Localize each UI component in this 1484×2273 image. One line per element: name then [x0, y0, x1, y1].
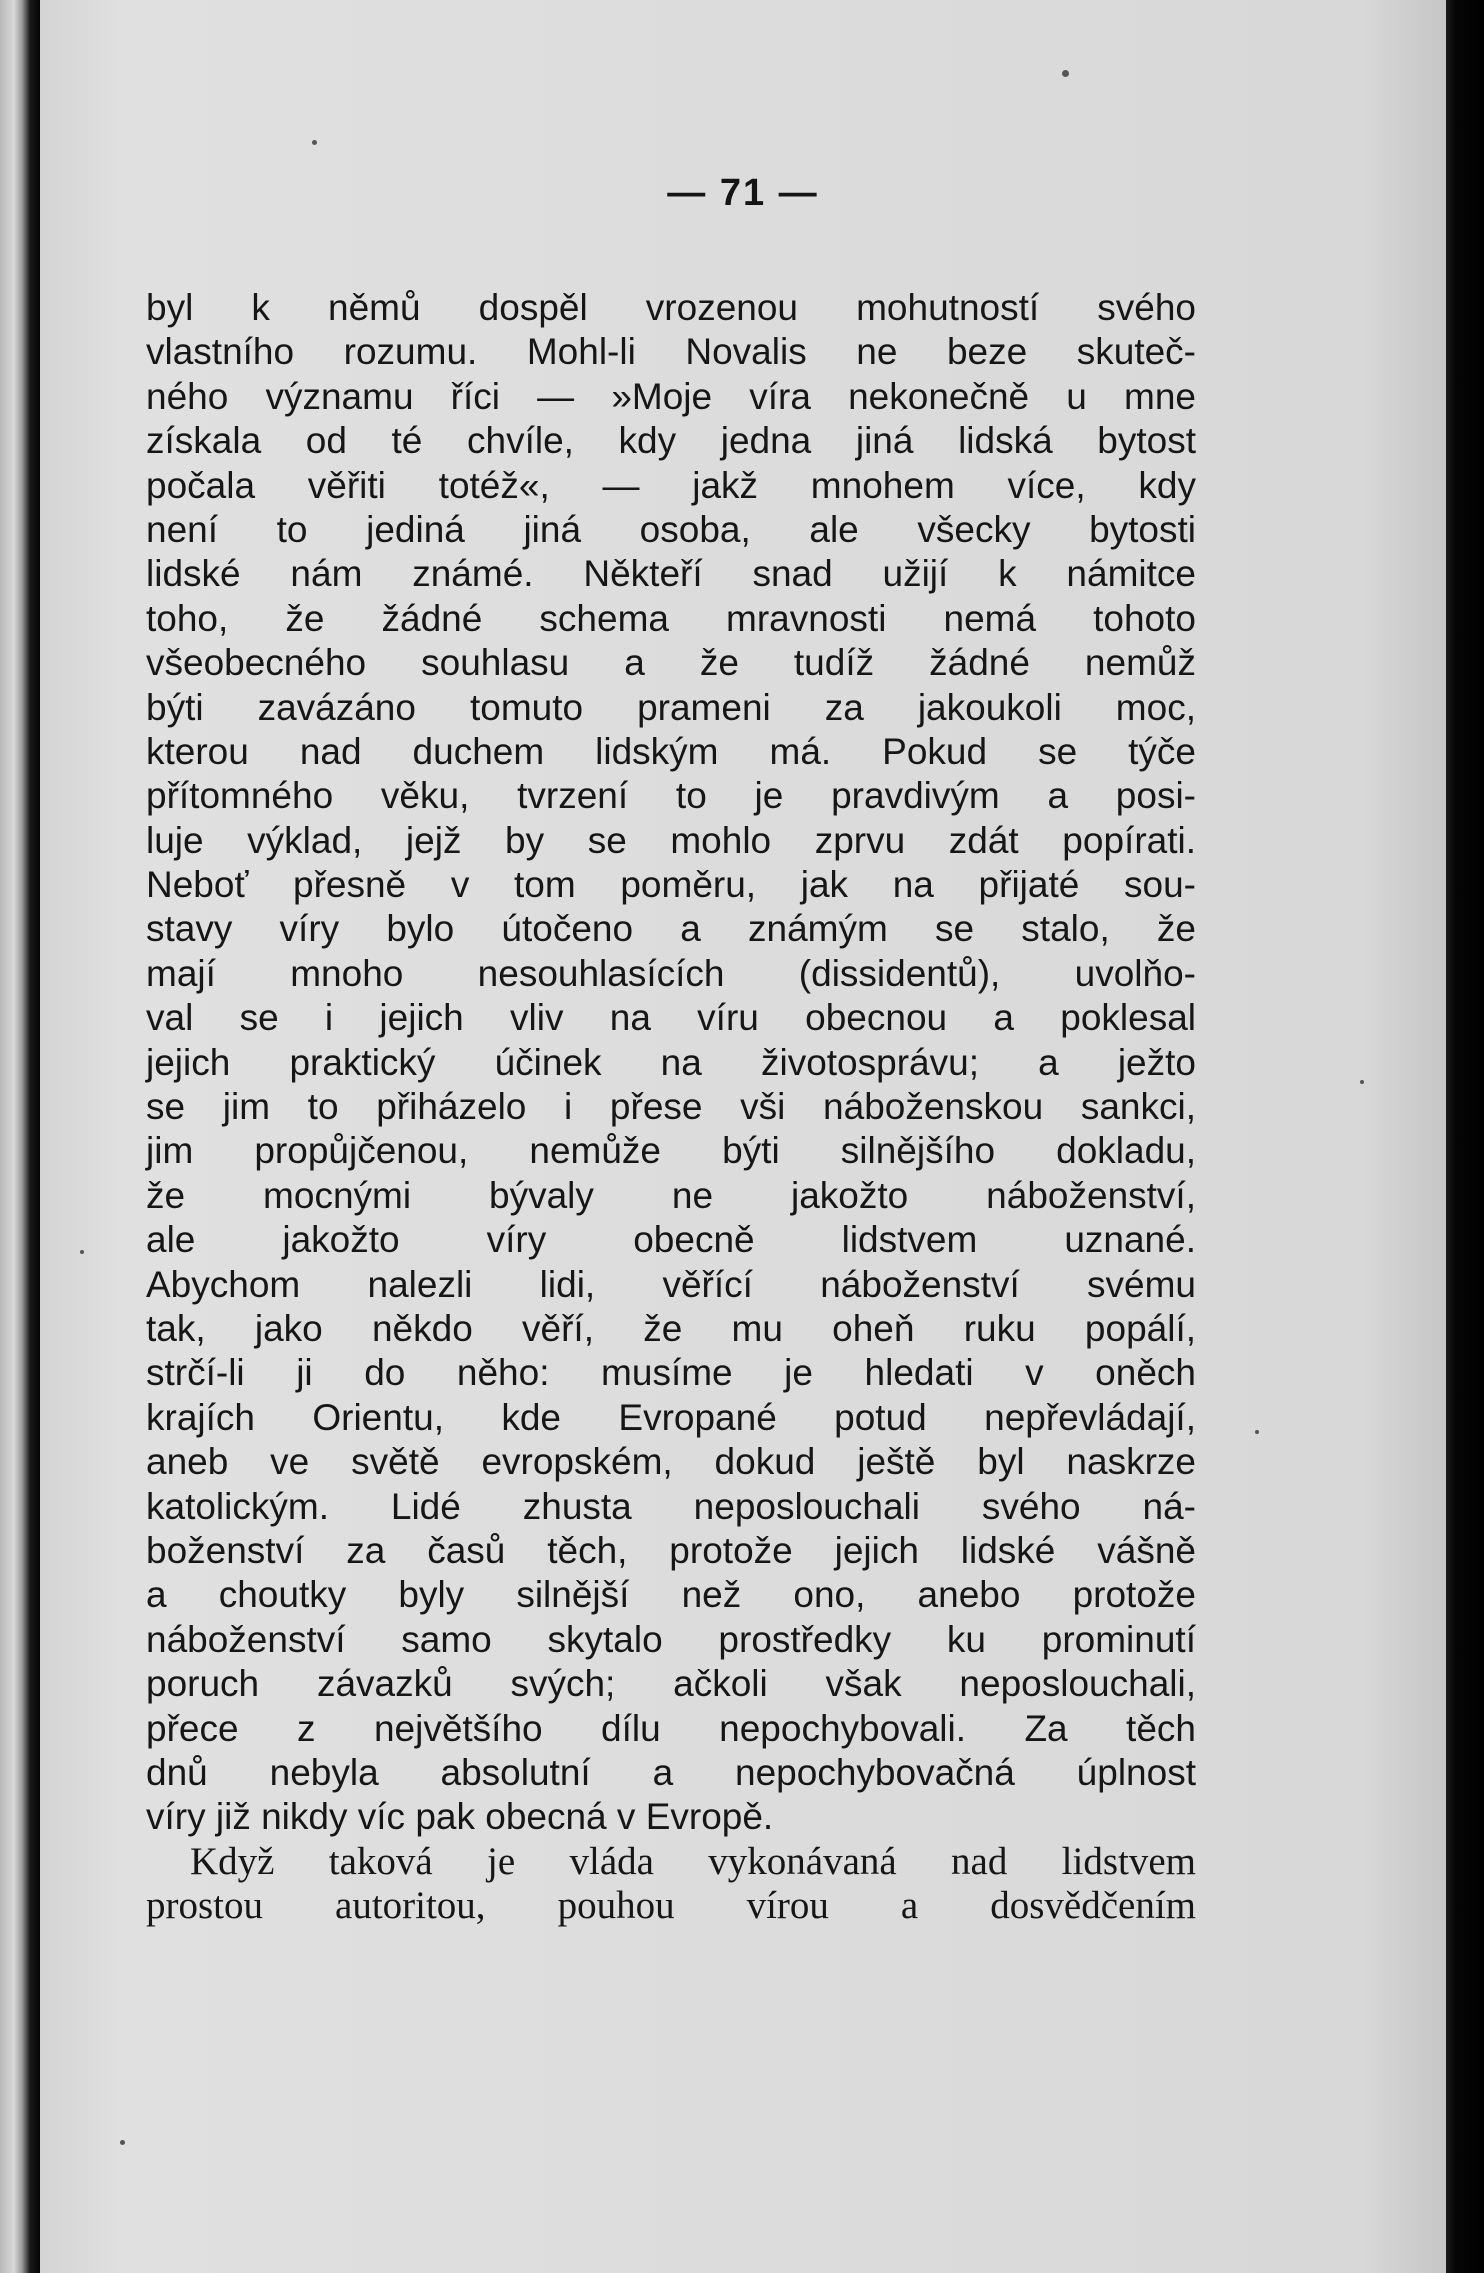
text-line: prostou autoritou, pouhou vírou a dosvědčením — [146, 1884, 1196, 1928]
text-line: katolickým. Lidé zhusta neposlouchali svého ná- — [146, 1485, 1196, 1527]
text-line: ale jakožto víry obecně lidstvem uznané. — [146, 1219, 1196, 1261]
text-line: Neboť přesně v tom poměru, jak na přijaté sou- — [146, 864, 1196, 906]
paper-speck — [312, 140, 317, 145]
paper-speck — [1360, 1080, 1364, 1084]
text-line: poruch závazků svých; ačkoli však neposlouchali, — [146, 1663, 1196, 1705]
text-line: přítomného věku, tvrzení to je pravdivým a posi- — [146, 775, 1196, 817]
text-line: počala věřiti totéž«, — jakž mnohem více, kdy — [146, 464, 1196, 506]
page-number: — 71 — — [667, 172, 819, 214]
text-line: lidské nám známé. Někteří snad užijí k námitce — [146, 553, 1196, 595]
text-line: že mocnými bývaly ne jakožto náboženství, — [146, 1174, 1196, 1216]
left-page-edge — [0, 0, 40, 2273]
text-line: vlastního rozumu. Mohl-li Novalis ne beze skuteč- — [146, 331, 1196, 373]
text-line: kterou nad duchem lidským má. Pokud se týče — [146, 730, 1196, 772]
text-line: luje výklad, jejž by se mohlo zprvu zdát popírati. — [146, 819, 1196, 861]
text-line: aneb ve světě evropském, dokud ještě byl naskrze — [146, 1441, 1196, 1483]
text-line: krajích Orientu, kde Evropané potud nepřevládají, — [146, 1396, 1196, 1438]
text-line: se jim to přiházelo i přese vši náboženskou sankci, — [146, 1086, 1196, 1128]
text-line: získala od té chvíle, kdy jedna jiná lidská bytost — [146, 420, 1196, 462]
text-line: dnů nebyla absolutní a nepochybovačná úplnost — [146, 1751, 1196, 1793]
text-line: a choutky byly silnější než ono, anebo protože — [146, 1574, 1196, 1616]
paper-speck — [80, 1250, 84, 1254]
text-line: není to jediná jiná osoba, ale všecky bytosti — [146, 508, 1196, 550]
text-line: víry již nikdy víc pak obecná v Evropě. — [146, 1796, 774, 1838]
text-line: ného významu říci — »Moje víra nekonečně u mne — [146, 375, 1196, 417]
paper-speck — [120, 2140, 125, 2145]
text-line: tak, jako někdo věří, že mu oheň ruku popálí, — [146, 1307, 1196, 1349]
text-line: mají mnoho nesouhlasících (dissidentů), uvolňo- — [146, 952, 1196, 994]
text-line: Když taková je vláda vykonávaná nad lidstvem — [190, 1839, 1196, 1883]
text-line: přece z největšího dílu nepochybovali. Za těch — [146, 1707, 1196, 1749]
text-line: náboženství samo skytalo prostředky ku prominutí — [146, 1618, 1196, 1660]
text-line: boženství za časů těch, protože jejich lidské vášně — [146, 1529, 1196, 1571]
text-line: byl k němů dospěl vrozenou mohutností svého — [146, 287, 1196, 328]
right-page-edge — [1446, 0, 1484, 2273]
text-line: Abychom nalezli lidi, věřící náboženství svému — [146, 1263, 1196, 1305]
text-line: jejich praktický účinek na životosprávu; a ježto — [146, 1041, 1196, 1083]
body-text — [146, 286, 1196, 1928]
text-line: jim propůjčenou, nemůže býti silnějšího dokladu, — [146, 1130, 1196, 1172]
text-line: stavy víry bylo útočeno a známým se stalo, že — [146, 908, 1196, 950]
book-page — [40, 0, 1446, 2273]
text-line: toho, že žádné schema mravnosti nemá tohoto — [146, 597, 1196, 639]
text-line: býti zavázáno tomuto prameni za jakoukoli moc, — [146, 686, 1196, 728]
text-line: všeobecného souhlasu a že tudíž žádné nemůž — [146, 642, 1196, 684]
text-line: val se i jejich vliv na víru obecnou a poklesal — [146, 997, 1196, 1039]
paper-speck — [1255, 1430, 1259, 1434]
text-line: strčí-li ji do něho: musíme je hledati v oněch — [146, 1352, 1196, 1394]
paper-speck — [1062, 70, 1069, 77]
